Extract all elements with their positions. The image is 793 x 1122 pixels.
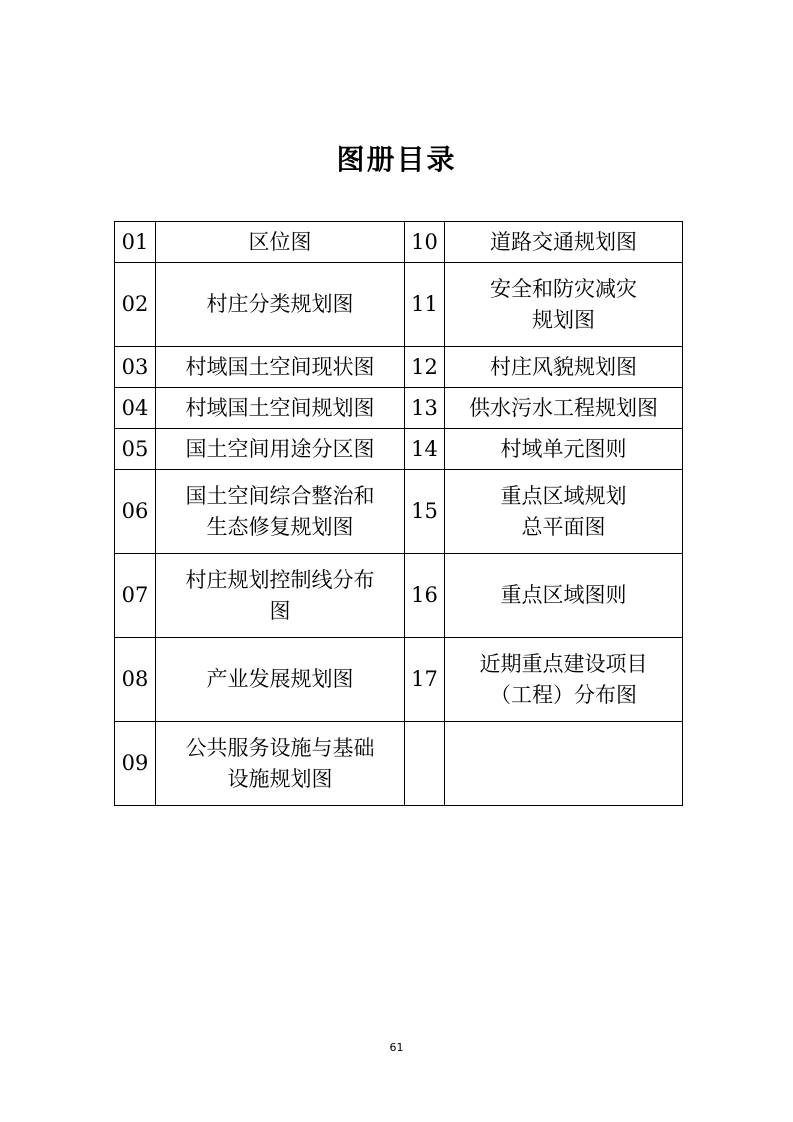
item-name-line: 规划图 <box>532 307 595 332</box>
item-number: 01 <box>115 222 156 263</box>
table-row <box>115 222 683 263</box>
table-row <box>115 554 683 638</box>
item-name <box>445 263 683 347</box>
item-name <box>445 554 683 638</box>
item-name-line: 村庄规划控制线分布 <box>185 567 375 592</box>
item-number: 04 <box>115 388 156 429</box>
item-name-line: 重点区域图则 <box>500 583 627 607</box>
item-number <box>405 722 445 806</box>
item-name-line: 产业发展规划图 <box>206 667 354 691</box>
item-name <box>445 388 683 429</box>
page-number: 61 <box>389 1041 404 1054</box>
item-name-line: 村庄风貌规划图 <box>490 354 637 379</box>
page-title: 图册目录 <box>336 143 457 176</box>
item-name-line: 近期重点建设项目 <box>479 651 648 676</box>
item-name-line: 区位图 <box>248 229 312 254</box>
item-name-line: 村域国土空间规划图 <box>185 395 375 420</box>
item-name <box>445 429 683 470</box>
item-name <box>445 470 683 554</box>
item-name <box>445 722 683 806</box>
item-name <box>445 347 683 388</box>
item-number: 12 <box>405 347 445 388</box>
item-name <box>156 470 405 554</box>
table-row <box>115 388 683 429</box>
item-number: 11 <box>405 263 445 347</box>
item-name-line: 国土空间综合整治和 <box>185 483 375 508</box>
table-row <box>115 638 683 722</box>
item-name-line: （工程）分布图 <box>490 682 637 707</box>
item-name-line: 图 <box>269 598 291 623</box>
item-name <box>156 388 405 429</box>
item-number: 10 <box>405 222 445 263</box>
table-row <box>115 263 683 347</box>
item-name <box>156 263 405 347</box>
item-number: 03 <box>115 347 156 388</box>
item-name-line: 生态修复规划图 <box>206 514 354 539</box>
item-name <box>445 638 683 722</box>
item-name-line: 村域国土空间现状图 <box>185 354 375 379</box>
item-name-line: 总平面图 <box>521 514 606 539</box>
item-number: 13 <box>405 388 445 429</box>
item-number: 05 <box>115 429 156 470</box>
item-name <box>156 222 405 263</box>
item-name-line: 村庄分类规划图 <box>206 292 354 316</box>
item-number: 14 <box>405 429 445 470</box>
item-number: 16 <box>405 554 445 638</box>
item-name-line: 村域单元图则 <box>500 436 627 461</box>
item-number: 02 <box>115 263 156 347</box>
item-name <box>156 638 405 722</box>
item-name-line: 道路交通规划图 <box>490 229 637 254</box>
item-name-line: 国土空间用途分区图 <box>185 436 375 461</box>
item-name <box>156 429 405 470</box>
item-name <box>156 554 405 638</box>
item-name <box>156 347 405 388</box>
item-name <box>156 722 405 806</box>
table-row <box>115 347 683 388</box>
item-name-line: 供水污水工程规划图 <box>469 395 658 420</box>
table-row <box>115 429 683 470</box>
item-number: 06 <box>115 470 156 554</box>
item-number: 15 <box>405 470 445 554</box>
table-row <box>115 722 683 806</box>
item-name <box>445 222 683 263</box>
item-name-line: 公共服务设施与基础 <box>185 735 375 760</box>
table-row <box>115 470 683 554</box>
item-number: 08 <box>115 638 156 722</box>
catalog-table <box>114 221 683 806</box>
item-name-line: 重点区域规划 <box>500 483 627 508</box>
item-name-line: 安全和防灾减灾 <box>490 276 637 301</box>
item-number: 07 <box>115 554 156 638</box>
item-number: 17 <box>405 638 445 722</box>
item-name-line: 设施规划图 <box>227 766 333 791</box>
item-number: 09 <box>115 722 156 806</box>
